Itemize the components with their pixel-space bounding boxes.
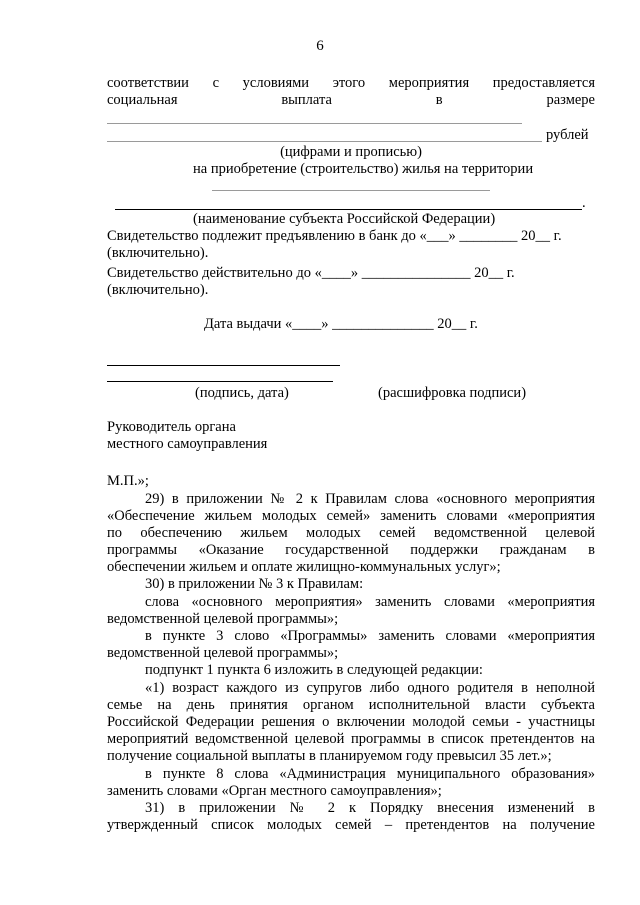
text-line: мероприятий ведомственной целевой программы в список претендентов на: [107, 731, 595, 747]
text-line: подпункт 1 пункта 6 изложить в следующей редакции:: [145, 662, 483, 678]
signature-line: [107, 365, 340, 366]
text-line: утвержденный список молодых семей – претендентов на получение: [107, 817, 595, 833]
text-line: .: [582, 195, 586, 211]
text-line: «1) возраст каждого из супругов либо одного родителя в неполной: [145, 680, 595, 696]
text-line: получение социальной выплаты в планируемом году превысил 35 лет.»;: [107, 748, 552, 764]
text-line: местного самоуправления: [107, 436, 268, 452]
text-line: в пункте 8 слова «Администрация муниципального образования»: [145, 766, 595, 782]
text-line: М.П.»;: [107, 473, 149, 489]
field-hint: (подпись, дата): [195, 385, 289, 401]
text-line: программы «Оказание государственной поддержки гражданам в: [107, 542, 595, 558]
page-number: 6: [316, 38, 324, 54]
text-line: семье на день принятия органом исполнительной власти субъекта: [107, 697, 595, 713]
text-line: ведомственной целевой программы»;: [107, 611, 339, 627]
text-line: 31) в приложении № 2 к Порядку внесения изменений в: [145, 800, 595, 816]
text-line: ведомственной целевой программы»;: [107, 645, 339, 661]
text-line: по обеспечению жильем молодых семей ведомственной целевой: [107, 525, 595, 541]
text-line: социальная выплата в размере: [107, 92, 595, 108]
text-line: (включительно).: [107, 245, 209, 261]
blank-line: [107, 141, 542, 142]
field-hint: (наименование субъекта Российской Федерации): [193, 211, 496, 227]
text-line: 29) в приложении № 2 к Правилам слова «основного мероприятия: [145, 491, 595, 507]
text-line: на приобретение (строительство) жилья на территории: [193, 161, 534, 177]
text-line: слова «основного мероприятия» заменить словами «мероприятия: [145, 594, 595, 610]
text-line: обеспечении жильем и оплате жилищно-коммунальных услуг»;: [107, 559, 501, 575]
text-line: «Обеспечение жильем молодых семей» заменить словами «мероприятия: [107, 508, 595, 524]
field-hint: (расшифровка подписи): [378, 385, 527, 401]
text-line: Свидетельство подлежит предъявлению в банк до «___» ________ 20__ г.: [107, 228, 562, 244]
blank-line: [107, 123, 522, 124]
text-line: (включительно).: [107, 282, 209, 298]
text-line: рублей: [546, 127, 589, 143]
signature-line: [107, 381, 333, 382]
field-hint: (цифрами и прописью): [280, 144, 422, 160]
text-line: Руководитель органа: [107, 419, 236, 435]
text-line: соответствии с условиями этого мероприятия предоставляется: [107, 75, 595, 91]
text-line: 30) в приложении № 3 к Правилам:: [145, 576, 364, 592]
text-line: заменить словами «Орган местного самоуправления»;: [107, 783, 442, 799]
blank-line: [212, 190, 490, 191]
text-line: в пункте 3 слово «Программы» заменить словами «мероприятия: [145, 628, 595, 644]
issue-date: Дата выдачи «____» ______________ 20__ г.: [204, 316, 478, 332]
blank-line: [115, 209, 582, 210]
text-line: Свидетельство действительно до «____» _______________ 20__ г.: [107, 265, 515, 281]
text-line: Российской Федерации решения о включении молодой семьи - участницы: [107, 714, 595, 730]
